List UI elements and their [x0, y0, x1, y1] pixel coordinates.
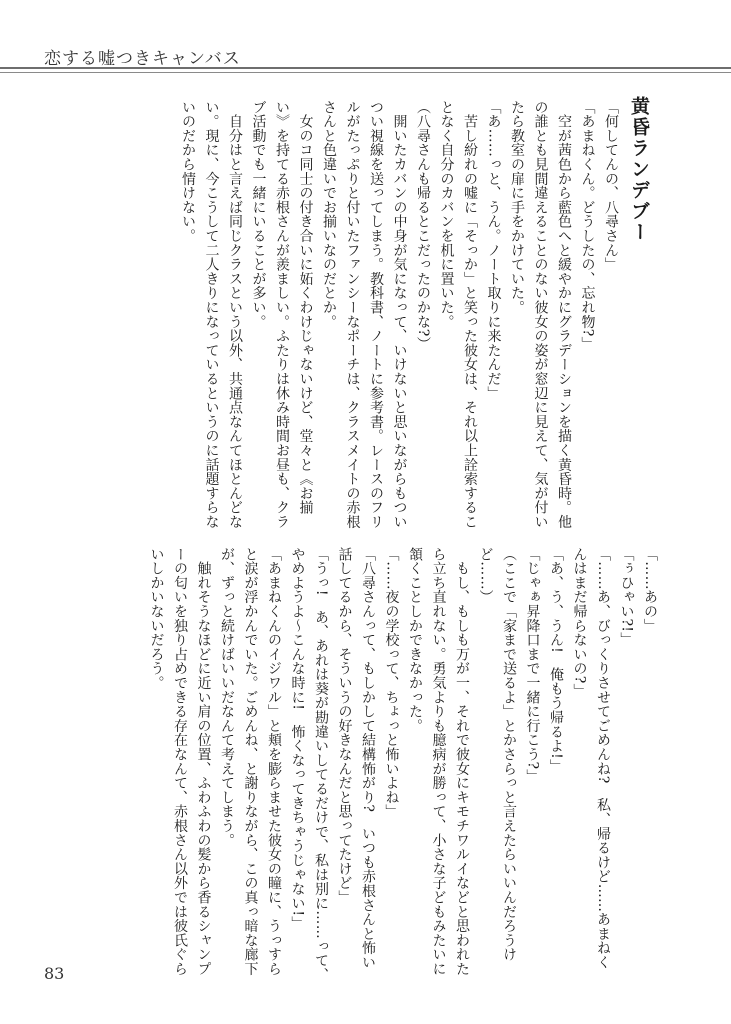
header-rule-thin	[0, 72, 731, 73]
text-column: となく自分のカバンを机に置いた。	[438, 100, 455, 329]
text-column: ルがたっぷりと付いたファンシーなポーチは、クラスメイトの赤根	[344, 100, 361, 529]
text-column: 「あまねくんのイジワル」と頬を膨らませた彼女の瞳に、うっすら	[266, 547, 282, 976]
text-column: やめようよ～こんな時に! 怖くなってきちゃうじゃない!」	[289, 547, 306, 931]
text-column: （ここで「家まで送るよ」とかさらっと言えたらいいんだろうけ	[501, 547, 517, 962]
text-column: 開いたカバンの中身が気になって、いけないと思いながらもつい	[391, 100, 408, 529]
text-column: もし、もしも万が一、それで彼女にキモチワルイなどと思われた	[454, 547, 470, 976]
text-column: の誰とも見間違えることのない彼女の姿が窓辺に見えて、気が付い	[532, 100, 549, 529]
text-column: つい視線を送ってしまう。教科書、ノートに参考書。レースのフリ	[368, 100, 384, 529]
text-column: たら教室の扉に手をかけていた。	[509, 100, 525, 315]
header-rule	[0, 67, 731, 69]
text-column: 自分はと言えば同じクラスという以外、共通点なんてほとんどな	[227, 100, 243, 529]
text-column: 苦し紛れの嘘に「そっか」と笑った彼女は、それ以上詮索するこ	[462, 100, 478, 529]
text-column: （八尋さんも帰るとこだったのかな?）	[415, 100, 431, 351]
text-column: ブ活動でも一緒にいることが多い。	[250, 100, 267, 329]
text-column: 話してるから、そういうの好きなんだと思ってたけど」	[336, 547, 353, 905]
text-column: いしかいないだろう。	[148, 547, 165, 690]
text-column: 「ぅひゃい?!」	[618, 547, 635, 647]
text-column: ど……）	[477, 547, 494, 605]
text-column: さんと色違いでお揃いなのだとか。	[321, 100, 337, 329]
text-column: ら立ち直れない。勇気よりも臆病が勝って、小さな子どもみたいに	[430, 547, 447, 976]
text-column: 空が茜色から藍色へと緩やかにグラデーションを描く黄昏時。他	[556, 100, 572, 529]
text-column: 「うっ! あ、あれは葵が勘違いしてるだけで、私は別に……って、	[313, 547, 329, 982]
text-column: 「八尋さんって、もしかして結構怖がり? いつも赤根さんと怖い	[360, 547, 376, 970]
text-column: 「……あ、びっくりさせてごめんね? 私、帰るけど……あまねく	[595, 547, 611, 970]
chapter-title: 黄昏ランデブー	[628, 96, 650, 243]
text-column: 頷くことしかできなかった。	[407, 547, 423, 733]
text-column: い》を持てる赤根さんが羨ましい。ふたりは休み時間お昼も、クラ	[274, 100, 290, 529]
text-column: が、ずっと続けばいいだなんて考えてしまう。	[219, 547, 235, 848]
text-column: 「……夜の学校って、ちょっと怖いよね」	[383, 547, 400, 819]
text-column: 「あ……っと、うん。ノート取りに来たんだ」	[485, 100, 502, 401]
text-column: と涙が浮かんでいた。ごめんね、と謝りながら、この真っ暗な廊下	[242, 547, 259, 976]
text-column: 触れそうなほどに近い肩の位置、ふわふわの髪から香るシャンプ	[195, 547, 212, 976]
text-column: 「……あの」	[642, 547, 658, 633]
text-column: い。現に、今こうして二人きりになっているというのに話題すらな	[203, 100, 220, 529]
text-column: 「じゃぁ昇降口まで一緒に行こう?」	[524, 547, 541, 784]
upper-text-block	[176, 100, 623, 529]
lower-text-block	[144, 547, 661, 982]
running-title: 恋する嘘つきキャンバス	[44, 49, 241, 69]
page-number: 83	[44, 964, 65, 983]
text-column: いのだから情けない。	[180, 100, 196, 243]
text-column: 女のコ同士の付き合いに妬くわけじゃないけど、堂々と《お揃	[297, 100, 314, 515]
text-column: ーの匂いを独り占めできる存在なんて、赤根さん以外では彼氏ぐら	[172, 547, 188, 976]
text-column: んはまだ帰らないの?」	[571, 547, 588, 698]
text-column: 「あまねくん。どうしたの、忘れ物?」	[579, 100, 596, 351]
text-column: 「あ、う、うん! 俺もう帰るよ!」	[548, 547, 564, 774]
text-column: 「何してんの、八尋さん」	[603, 100, 619, 272]
